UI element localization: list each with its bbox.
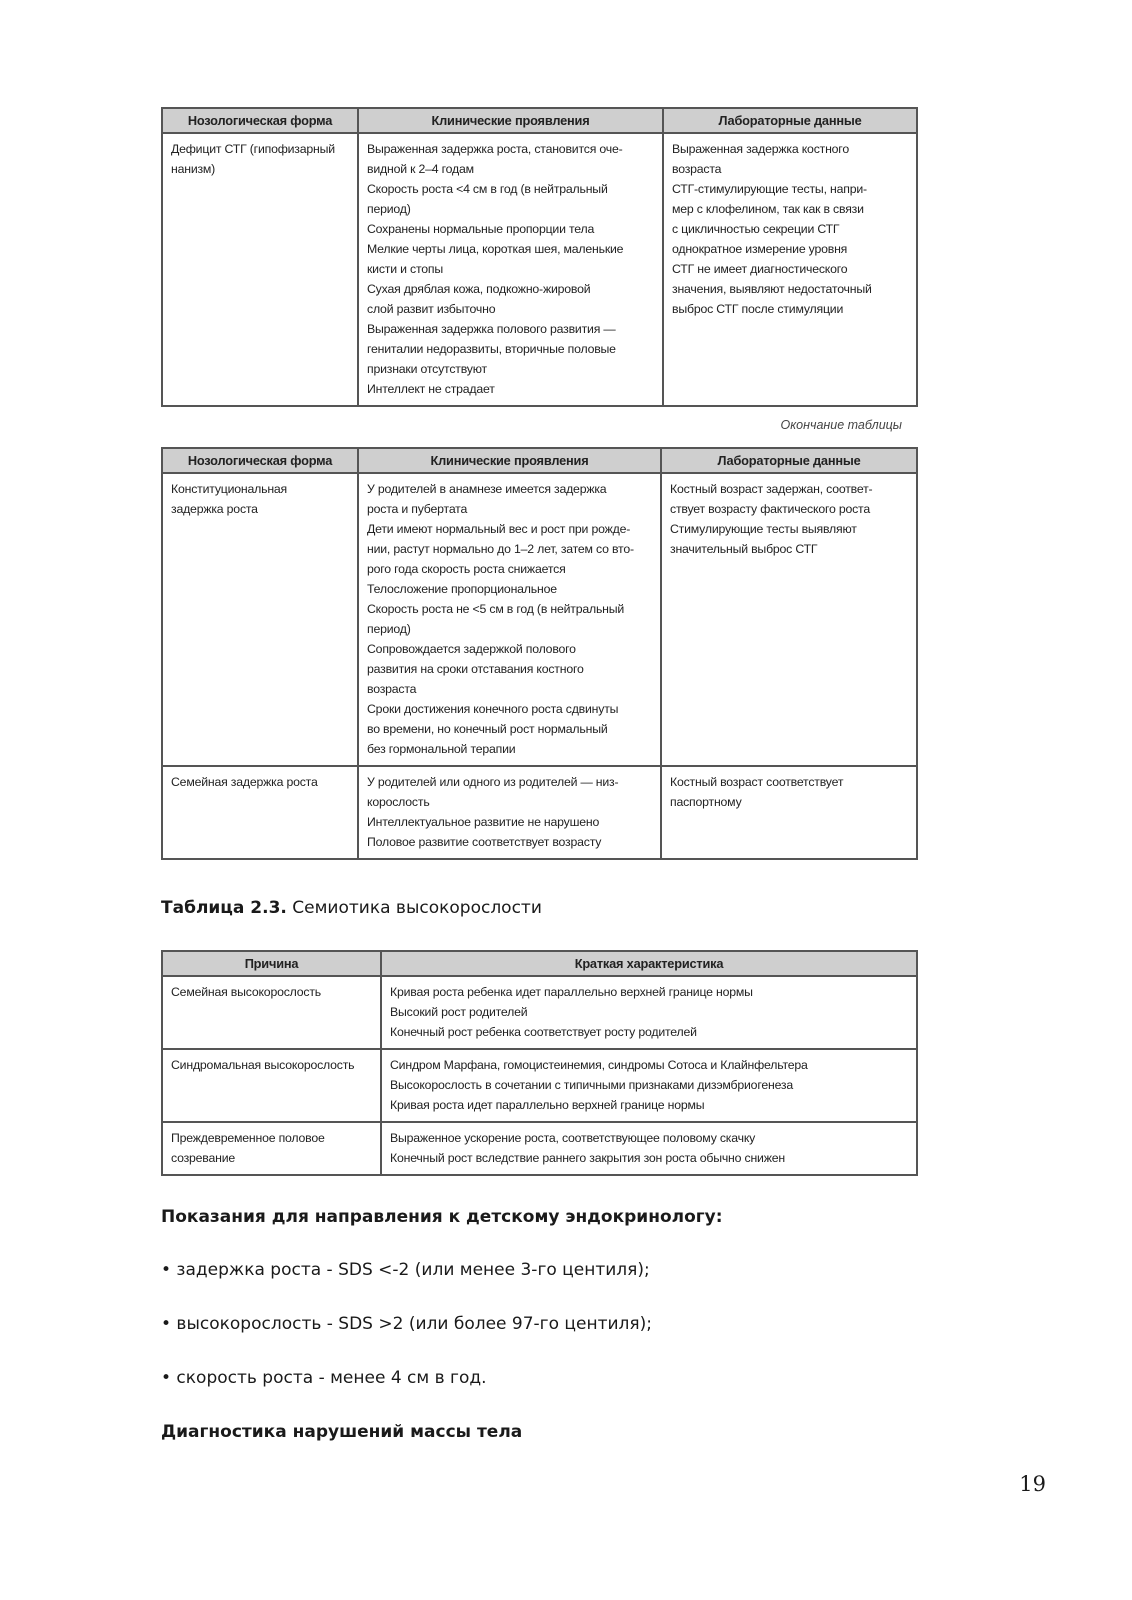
cell-line: гениталии недоразвиты, вторичные половые (367, 342, 616, 356)
cell-line: Синдром Марфана, гомоцистеинемия, синдромы Сотоса и Клайнфельтера (390, 1058, 808, 1072)
table-row (162, 976, 917, 1049)
cell-cause (162, 1049, 381, 1122)
cell-line: ствует возрасту фактического роста (670, 502, 870, 516)
cell-line: Кривая роста идет параллельно верхней границе нормы (390, 1098, 705, 1112)
cell-lab (663, 133, 917, 406)
cell-desc (381, 1122, 917, 1175)
cell-line: Высокорослость в сочетании с типичными признаками дизэмбриогенеза (390, 1078, 794, 1092)
cell-line: признаки отсутствуют (367, 362, 487, 376)
list-item: • высокорослость - SDS >2 (или более 97-го центиля); (161, 1314, 652, 1334)
cell-cause (162, 1122, 381, 1175)
referral-heading: Показания для направления к детскому эндокринологу: (161, 1207, 723, 1227)
cell-line: период) (367, 202, 411, 216)
cell-line: развития на сроки отставания костного (367, 662, 584, 676)
cell-form (162, 473, 358, 766)
cell-line: Кривая роста ребенка идет параллельно верхней границе нормы (390, 985, 753, 999)
cell-line: корослость (367, 795, 430, 809)
cell-line: Телосложение пропорциональное (367, 582, 557, 596)
table-row (162, 1049, 917, 1122)
cell-clinical (358, 473, 661, 766)
table-row (162, 133, 917, 406)
cell-line: Сопровождается задержкой полового (367, 642, 576, 656)
cell-line: Стимулирующие тесты выявляют (670, 522, 857, 536)
page-number: 19 (1019, 1472, 1046, 1496)
cell-line: видной к 2–4 годам (367, 162, 474, 176)
cell-line: нанизм) (171, 162, 216, 176)
cell-line: Дефицит СТГ (гипофизарный (171, 142, 335, 156)
table-short-stature-part1 (161, 107, 918, 407)
cell-clinical (358, 133, 663, 406)
cell-desc (381, 976, 917, 1049)
cell-line: Мелкие черты лица, короткая шея, маленькие (367, 242, 624, 256)
cell-line: нии, растут нормально до 1–2 лет, затем со вто- (367, 542, 634, 556)
column-header: Нозологическая форма (162, 448, 358, 473)
column-header: Причина (162, 951, 381, 976)
cell-line: Конечный рост ребенка соответствует росту родителей (390, 1025, 697, 1039)
cell-line: кисти и стопы (367, 262, 443, 276)
table-row (162, 766, 917, 859)
cell-form (162, 133, 358, 406)
cell-line: Костный возраст задержан, соответ- (670, 482, 873, 496)
cell-line: однократное измерение уровня (672, 242, 848, 256)
cell-line: Конституциональная (171, 482, 288, 496)
table-short-stature-part2 (161, 447, 918, 860)
cell-form (162, 766, 358, 859)
cell-line: Семейная задержка роста (171, 775, 318, 789)
cell-line: Конечный рост вследствие раннего закрытия зон роста обычно снижен (390, 1151, 785, 1165)
table-header-row (162, 448, 917, 473)
cell-desc (381, 1049, 917, 1122)
cell-line: Преждевременное половое (171, 1131, 325, 1145)
table-row (162, 1122, 917, 1175)
caption-text: Семиотика высокорослости (286, 898, 542, 918)
table-header-row (162, 951, 917, 976)
column-header: Клинические проявления (358, 448, 661, 473)
column-header: Клинические проявления (358, 108, 663, 133)
cell-line: задержка роста (171, 502, 258, 516)
table-header-row (162, 108, 917, 133)
cell-cause (162, 976, 381, 1049)
cell-line: значительный выброс СТГ (670, 542, 818, 556)
continuation-note: Окончание таблицы (780, 418, 902, 432)
cell-line: Выраженное ускорение роста, соответствующее половому скачку (390, 1131, 756, 1145)
cell-line: Дети имеют нормальный вес и рост при рожде- (367, 522, 631, 536)
cell-line: во времени, но конечный рост нормальный (367, 722, 608, 736)
cell-lab (661, 473, 917, 766)
cell-line: Выраженная задержка полового развития — (367, 322, 616, 336)
cell-line: мер с клофелином, так как в связи (672, 202, 864, 216)
cell-line: период) (367, 622, 411, 636)
cell-line: Выраженная задержка костного (672, 142, 849, 156)
cell-line: Выраженная задержка роста, становится оче- (367, 142, 623, 156)
cell-line: Сроки достижения конечного роста сдвинуты (367, 702, 619, 716)
cell-line: без гормональной терапии (367, 742, 516, 756)
list-item: • задержка роста - SDS <-2 (или менее 3-го центиля); (161, 1260, 650, 1280)
cell-lab (661, 766, 917, 859)
cell-line: возраста (672, 162, 722, 176)
table-tall-stature (161, 950, 918, 1176)
cell-line: паспортному (670, 795, 742, 809)
list-item: • скорость роста - менее 4 см в год. (161, 1368, 487, 1388)
cell-line: Семейная высокорослость (171, 985, 322, 999)
cell-line: возраста (367, 682, 417, 696)
column-header: Лабораторные данные (661, 448, 917, 473)
cell-line: выброс СТГ после стимуляции (672, 302, 844, 316)
cell-line: с цикличностью секреции СТГ (672, 222, 840, 236)
cell-line: У родителей в анамнезе имеется задержка (367, 482, 607, 496)
cell-line: Костный возраст соответствует (670, 775, 844, 789)
cell-clinical (358, 766, 661, 859)
cell-line: СТГ не имеет диагностического (672, 262, 848, 276)
section-heading: Диагностика нарушений массы тела (161, 1422, 523, 1442)
cell-line: Сухая дряблая кожа, подкожно-жировой (367, 282, 591, 296)
table-row (162, 473, 917, 766)
column-header: Лабораторные данные (663, 108, 917, 133)
cell-line: роста и пубертата (367, 502, 468, 516)
cell-line: Интеллект не страдает (367, 382, 495, 396)
cell-line: созревание (171, 1151, 236, 1165)
cell-line: Интеллектуальное развитие не нарушено (367, 815, 600, 829)
cell-line: Половое развитие соответствует возрасту (367, 835, 602, 849)
caption-label: Таблица 2.3. (161, 898, 287, 918)
cell-line: рого года скорость роста снижается (367, 562, 566, 576)
cell-line: слой развит избыточно (367, 302, 496, 316)
cell-line: значения, выявляют недостаточный (672, 282, 872, 296)
cell-line: Скорость роста <4 см в год (в нейтральный (367, 182, 608, 196)
table-caption (161, 898, 542, 918)
cell-line: У родителей или одного из родителей — низ- (367, 775, 619, 789)
column-header: Нозологическая форма (162, 108, 358, 133)
cell-line: Скорость роста не <5 см в год (в нейтральный (367, 602, 625, 616)
cell-line: Синдромальная высокорослость (171, 1058, 355, 1072)
column-header: Краткая характеристика (381, 951, 917, 976)
cell-line: Высокий рост родителей (390, 1005, 528, 1019)
cell-line: СТГ-стимулирующие тесты, напри- (672, 182, 867, 196)
cell-line: Сохранены нормальные пропорции тела (367, 222, 595, 236)
